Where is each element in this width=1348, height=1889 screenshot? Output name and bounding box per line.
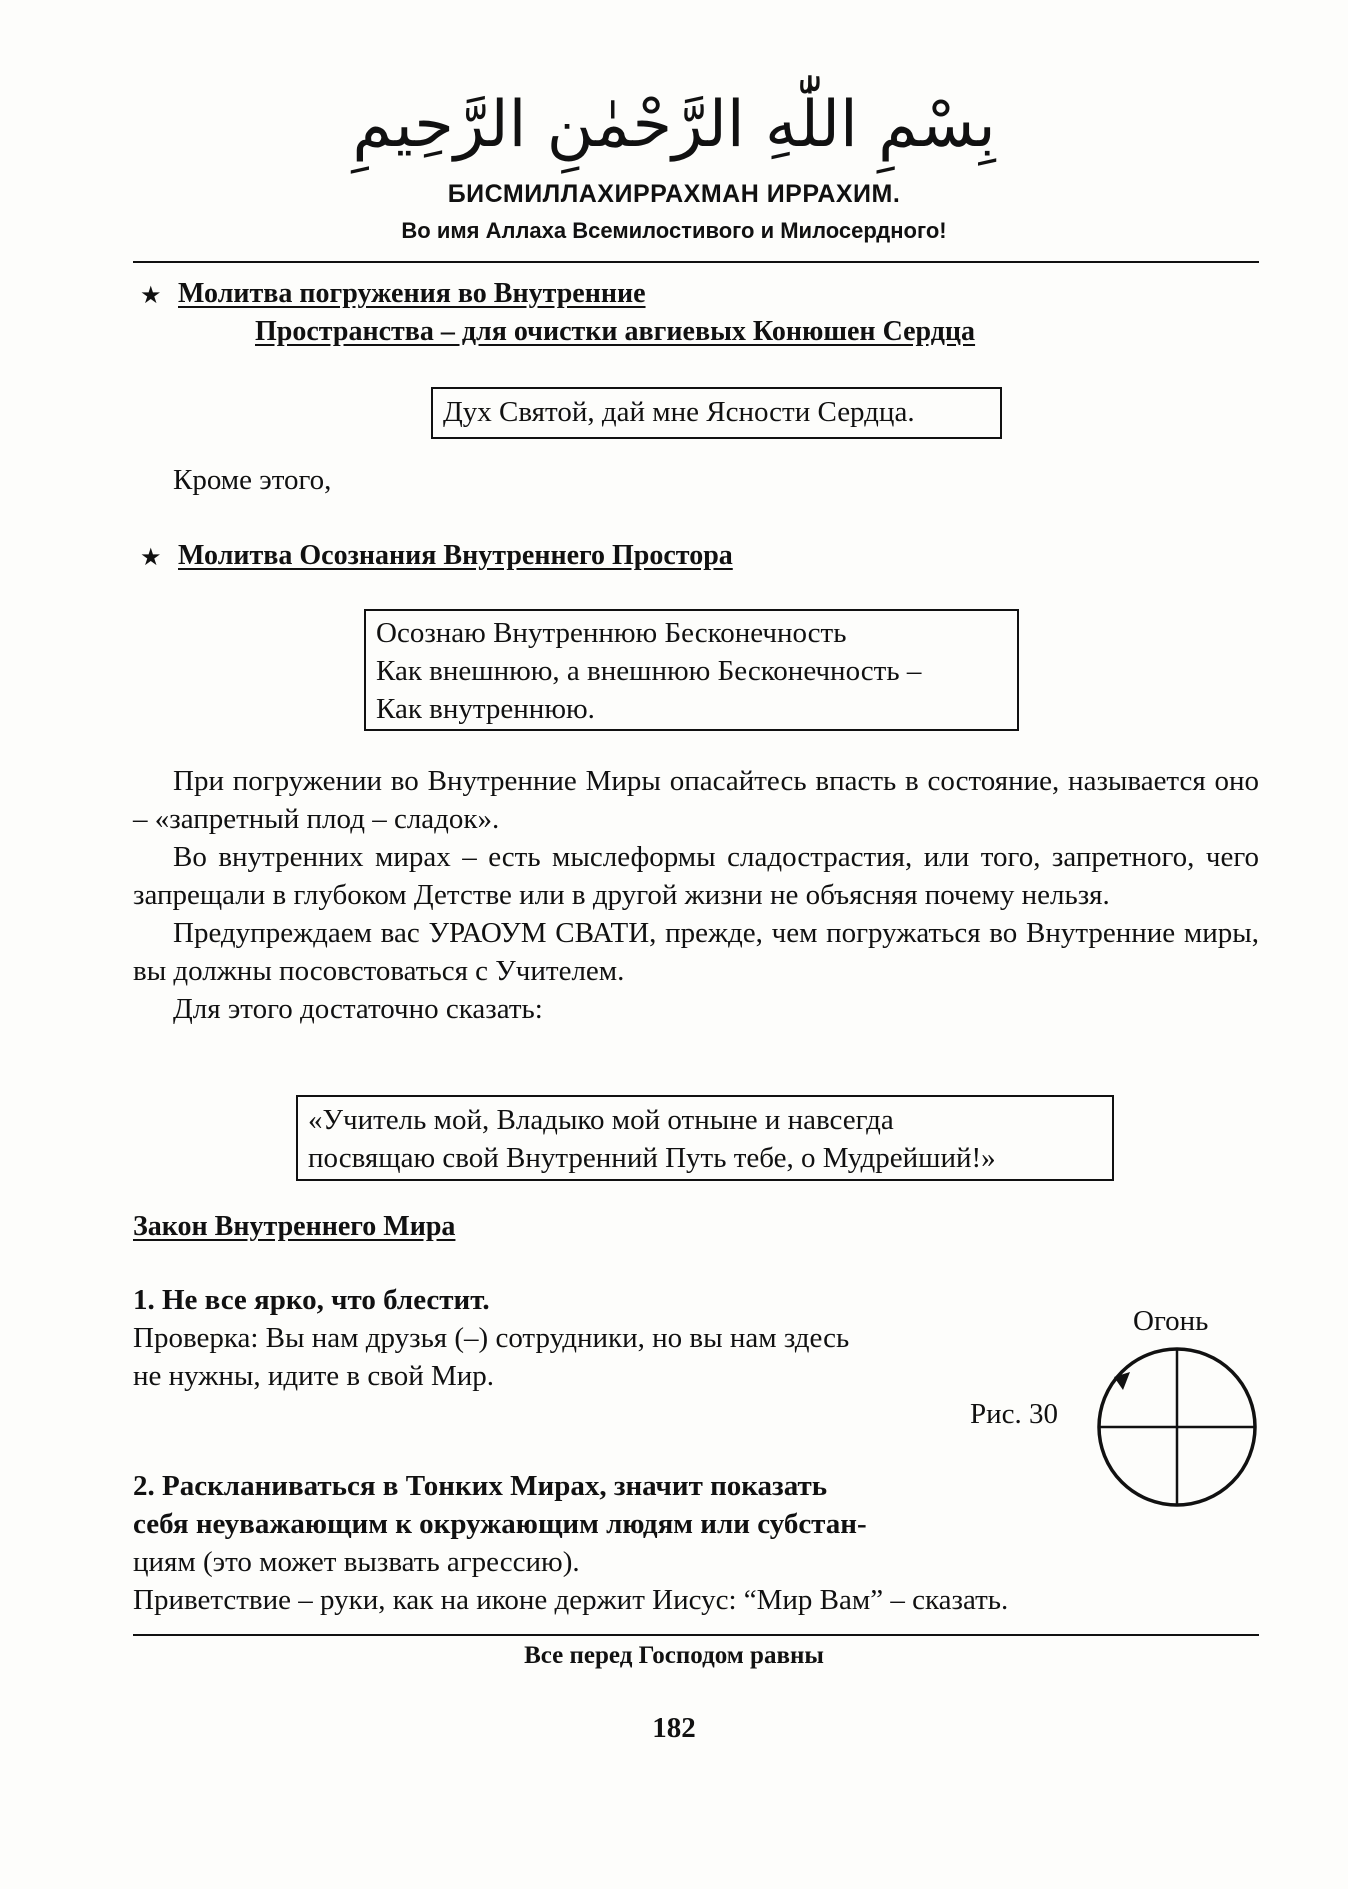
- prayer-2-heading: Молитва Осознания Внутреннего Простора: [178, 540, 733, 571]
- page-number: 182: [652, 1712, 696, 1744]
- bismillah-subtitle: Во имя Аллаха Всемилостивого и Милосердного!: [401, 218, 947, 243]
- star-icon: ★: [140, 281, 162, 309]
- prayer-2-line: Как внутреннюю.: [376, 693, 595, 725]
- footer-rule: [133, 1634, 1259, 1636]
- footer-motto: Все перед Господом равны: [524, 1642, 824, 1669]
- paragraph: Во внутренних мирах – есть мыслеформы сладострастия, или того, запретного, чего запрещали в глубоком Детстве или в другой жизни не объясняя почему нельзя.: [133, 841, 1259, 911]
- fire-label: Огонь: [1133, 1305, 1209, 1337]
- paragraph: Для этого достаточно сказать:: [173, 993, 543, 1025]
- prayer-2-line: Как внешнюю, а внешнюю Бесконечность –: [376, 655, 922, 687]
- prayer-1-heading-line2: Пространства – для очистки авгиевых Конюшен Сердца: [255, 316, 976, 347]
- bismillah-title: БИСМИЛЛАХИРРАХМАН ИРРАХИМ.: [447, 180, 901, 208]
- prayer-2-box: [364, 609, 1019, 731]
- greeting-text: Приветствие – руки, как на иконе держит Иисус: “Мир Вам” – сказать.: [133, 1584, 1009, 1616]
- law-item-2-text: циям (это может вызвать агрессию).: [133, 1546, 580, 1578]
- law-item-1-text: не нужны, идите в свой Мир.: [133, 1360, 495, 1392]
- header-rule: [133, 261, 1259, 263]
- law-item-2-text: 2. Раскланиваться в Тонких Мирах, значит показать: [133, 1470, 828, 1502]
- law-item-1-text: Проверка: Вы нам друзья (–) сотрудники, но вы нам здесь: [133, 1322, 850, 1354]
- prayer-1-box: [431, 387, 1002, 439]
- paragraph: При погружении во Внутренние Миры опасайтесь впасть в состояние, называется оно – «запретный плод – сладок».: [133, 765, 1259, 835]
- quote-line: посвящаю свой Внутренний Путь тебе, о Мудрейший!»: [308, 1142, 996, 1174]
- figure-30-circle-diagram: [1090, 1340, 1265, 1515]
- besides-text: Кроме этого,: [173, 464, 332, 496]
- prayer-1-heading-line1: Молитва погружения во Внутренние: [178, 278, 646, 309]
- teacher-quote-box: [296, 1095, 1114, 1181]
- law-item-2-text: себя неуважающим к окружающим людям или субстан-: [133, 1508, 867, 1540]
- figure-caption: Рис. 30: [970, 1398, 1059, 1430]
- prayer-1-text: Дух Святой, дай мне Ясности Сердца.: [443, 396, 915, 428]
- law-item-1-title: 1. Не все ярко, что блестит.: [133, 1284, 490, 1316]
- paragraph: Предупреждаем вас УРАОУМ СВАТИ, прежде, чем погружаться во Внутренние миры, вы должны посовстоваться с Учителем.: [133, 917, 1259, 987]
- law-heading: Закон Внутреннего Мира: [133, 1211, 456, 1242]
- arabic-calligraphy: بِسْمِ اللّٰهِ الرَّحْمٰنِ الرَّحِيمِ: [352, 88, 996, 162]
- body-text: [133, 762, 1259, 1028]
- star-icon: ★: [140, 543, 162, 571]
- quote-line: «Учитель мой, Владыко мой отныне и навсегда: [308, 1104, 894, 1136]
- prayer-2-line: Осознаю Внутреннюю Бесконечность: [376, 617, 847, 649]
